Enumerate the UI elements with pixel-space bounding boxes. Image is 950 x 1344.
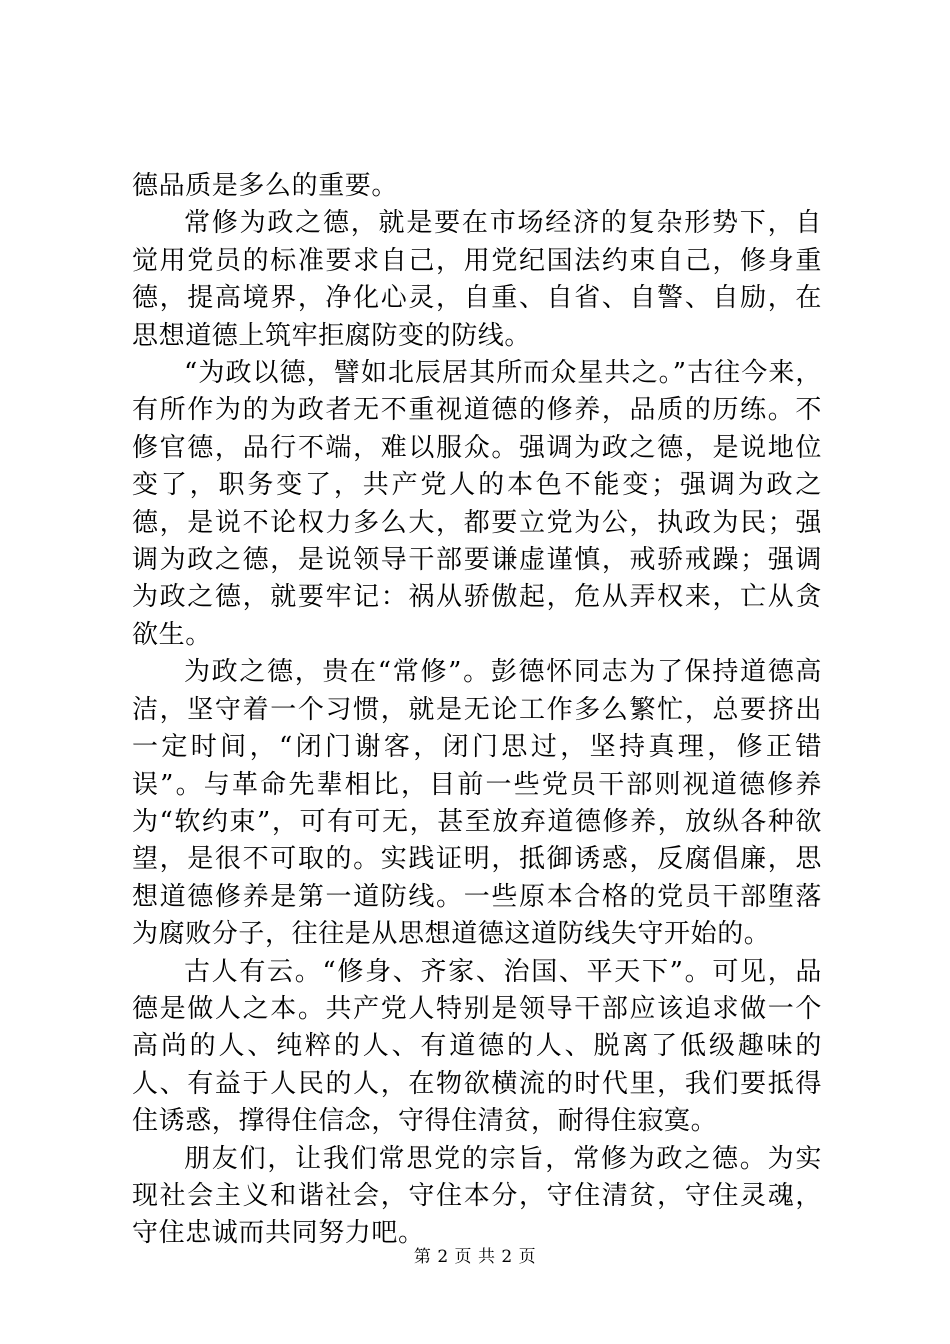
paragraph-cultivate-virtue: 常修为政之德，就是要在市场经济的复杂形势下，自觉用党员的标准要求自己，用党纪国法约束自己，修身重德，提高境界，净化心灵，自重、自省、自警、自励，在思想道德上筑牢拒腐防变的防线。 <box>132 208 822 351</box>
document-body <box>132 168 822 1253</box>
paragraph-ancient-saying: 古人有云。“修身、齐家、治国、平天下”。可见，品德是做人之本。共产党人特别是领导干部应该追求做一个高尚的人、纯粹的人、有道德的人、脱离了低级趣味的人、有益于人民的人，在物欲横流的时代里，我们要抵得住诱惑，撑得住信念，守得住清贫，耐得住寂寞。 <box>132 956 822 1137</box>
paragraph-constant-cultivation: 为政之德，贵在“常修”。彭德怀同志为了保持道德高洁，坚守着一个习惯，就是无论工作多么繁忙，总要挤出一定时间，“闭门谢客，闭门思过，坚持真理，修正错误”。与革命先辈相比，目前一些党员干部则视道德修养为“软约束”，可有可无，甚至放弃道德修养，放纵各种欲望，是很不可取的。实践证明，抵御诱惑，反腐倡廉，思想道德修养是第一道防线。一些原本合格的党员干部堕落为腐败分子，往往是从思想道德这道防线失守开始的。 <box>132 657 822 950</box>
paragraph-continuation: 德品质是多么的重要。 <box>132 171 399 201</box>
page-number-footer: 第 2 页 共 2 页 <box>413 1247 537 1267</box>
paragraph-closing: 朋友们，让我们常思党的宗旨，常修为政之德。为实现社会主义和谐社会，守住本分，守住清贫，守住灵魂，守住忠诚而共同努力吧。 <box>132 1143 822 1249</box>
paragraph-govern-by-virtue: “为政以德，譬如北辰居其所而众星共之。”古往今来，有所作为的为政者无不重视道德的修养，品质的历练。不修官德，品行不端，难以服众。强调为政之德，是说地位变了，职务变了，共产党人的本色不能变；强调为政之德，是说不论权力多么大，都要立党为公，执政为民；强调为政之德，是说领导干部要谦虚谨慎，戒骄戒躁；强调为政之德，就要牢记：祸从骄傲起，危从弄权来，亡从贪欲生。 <box>132 358 822 650</box>
